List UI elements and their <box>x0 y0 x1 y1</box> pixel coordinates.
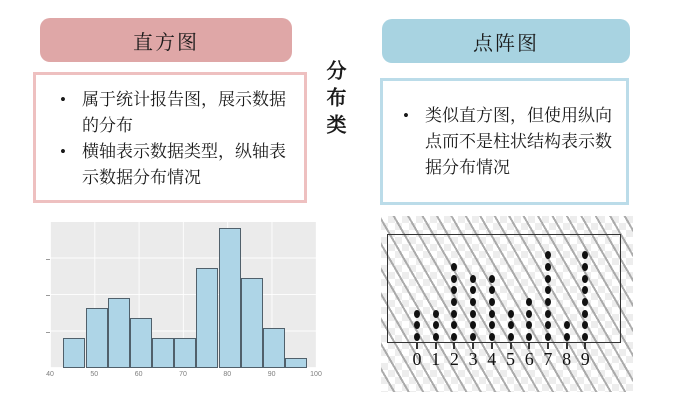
dotplot-dot <box>470 298 476 306</box>
histogram-y-tick <box>46 259 50 260</box>
histogram-bar <box>108 298 130 368</box>
dotplot-dot <box>433 321 439 329</box>
dotplot-dot <box>414 310 420 318</box>
dotplot-dot <box>545 310 551 318</box>
histogram-bar <box>152 338 174 368</box>
dotplot-dot <box>433 310 439 318</box>
dotplot-dot <box>545 275 551 283</box>
dotplot-dot <box>545 333 551 341</box>
dotplot-dot <box>470 275 476 283</box>
histogram-bar <box>86 308 108 368</box>
histogram-bar <box>196 268 218 368</box>
dotplot-dot <box>433 333 439 341</box>
histogram-bar <box>174 338 196 368</box>
histogram-x-tick-label: 90 <box>267 371 276 378</box>
histogram-bar <box>241 278 263 368</box>
dotplot-x-tick-label: 8 <box>562 349 572 369</box>
dotplot-dot <box>489 321 495 329</box>
histogram-description-box <box>33 72 307 203</box>
histogram-x-tick-label: 60 <box>134 371 143 378</box>
histogram-bar <box>263 328 285 368</box>
dotplot-dot <box>508 310 514 318</box>
dotplot-dot <box>526 310 532 318</box>
bullet-item: • 横轴表示数据类型，纵轴表示数据分布情况 <box>56 139 294 191</box>
category-label: 分布类 <box>323 60 345 141</box>
bullet-item: • 类似直方图，但使用纵向点而不是柱状结构表示数据分布情况 <box>399 103 618 181</box>
histogram-bullet-list <box>36 75 304 191</box>
histogram-plot-area <box>50 222 316 368</box>
dotplot-dot <box>489 298 495 306</box>
dotplot-dot <box>489 275 495 283</box>
dotplot-dot <box>489 333 495 341</box>
dotplot-x-tick-label: 0 <box>412 349 422 369</box>
histogram-x-tick-label: 50 <box>90 371 99 378</box>
dotplot-dot <box>545 251 551 259</box>
dotplot-dot <box>489 310 495 318</box>
dotplot-x-tick-label: 2 <box>449 349 459 369</box>
dotplot-example-chart <box>381 216 633 392</box>
histogram-header-label: 直方图 <box>133 31 199 54</box>
histogram-bar <box>219 228 241 368</box>
dotplot-header-label: 点阵图 <box>473 32 539 55</box>
histogram-x-tick-label: 70 <box>179 371 187 378</box>
dotplot-dot <box>582 275 588 283</box>
dotplot-x-tick-label: 9 <box>580 349 590 369</box>
dotplot-x-tick-label: 3 <box>468 349 478 369</box>
dotplot-dot <box>508 321 514 329</box>
dotplot-dot <box>414 333 420 341</box>
dotplot-dot <box>564 321 570 329</box>
histogram-bar <box>130 318 152 368</box>
dotplot-dot <box>545 263 551 271</box>
dotplot-dot <box>508 333 514 341</box>
dotplot-x-tick-label: 5 <box>506 349 515 369</box>
dotplot-x-tick-label: 1 <box>431 349 441 369</box>
dotplot-dot <box>582 310 588 318</box>
histogram-bar <box>63 338 85 368</box>
dotplot-dot <box>470 310 476 318</box>
dotplot-bullet-list <box>383 81 626 181</box>
histogram-y-tick <box>46 295 50 296</box>
histogram-x-tick-label: 80 <box>223 371 232 378</box>
dotplot-dot <box>564 333 570 341</box>
dotplot-dot <box>489 286 495 294</box>
bullet-item: • 属于统计报告图，展示数据的分布 <box>56 87 294 139</box>
dotplot-dot <box>545 286 551 294</box>
dotplot-header <box>382 19 630 63</box>
dotplot-description-box <box>380 78 629 205</box>
histogram-x-tick-label: 100 <box>310 371 322 378</box>
dotplot-x-tick-label: 4 <box>487 349 497 369</box>
dotplot-x-tick-label: 6 <box>524 349 534 369</box>
histogram-header <box>40 18 292 62</box>
histogram-x-tick-label: 40 <box>46 371 54 378</box>
histogram-example-chart <box>34 218 322 390</box>
histogram-bar <box>285 358 307 368</box>
dotplot-x-tick-label: 7 <box>543 349 553 369</box>
dotplot-dot <box>545 298 551 306</box>
histogram-y-tick <box>46 332 50 333</box>
